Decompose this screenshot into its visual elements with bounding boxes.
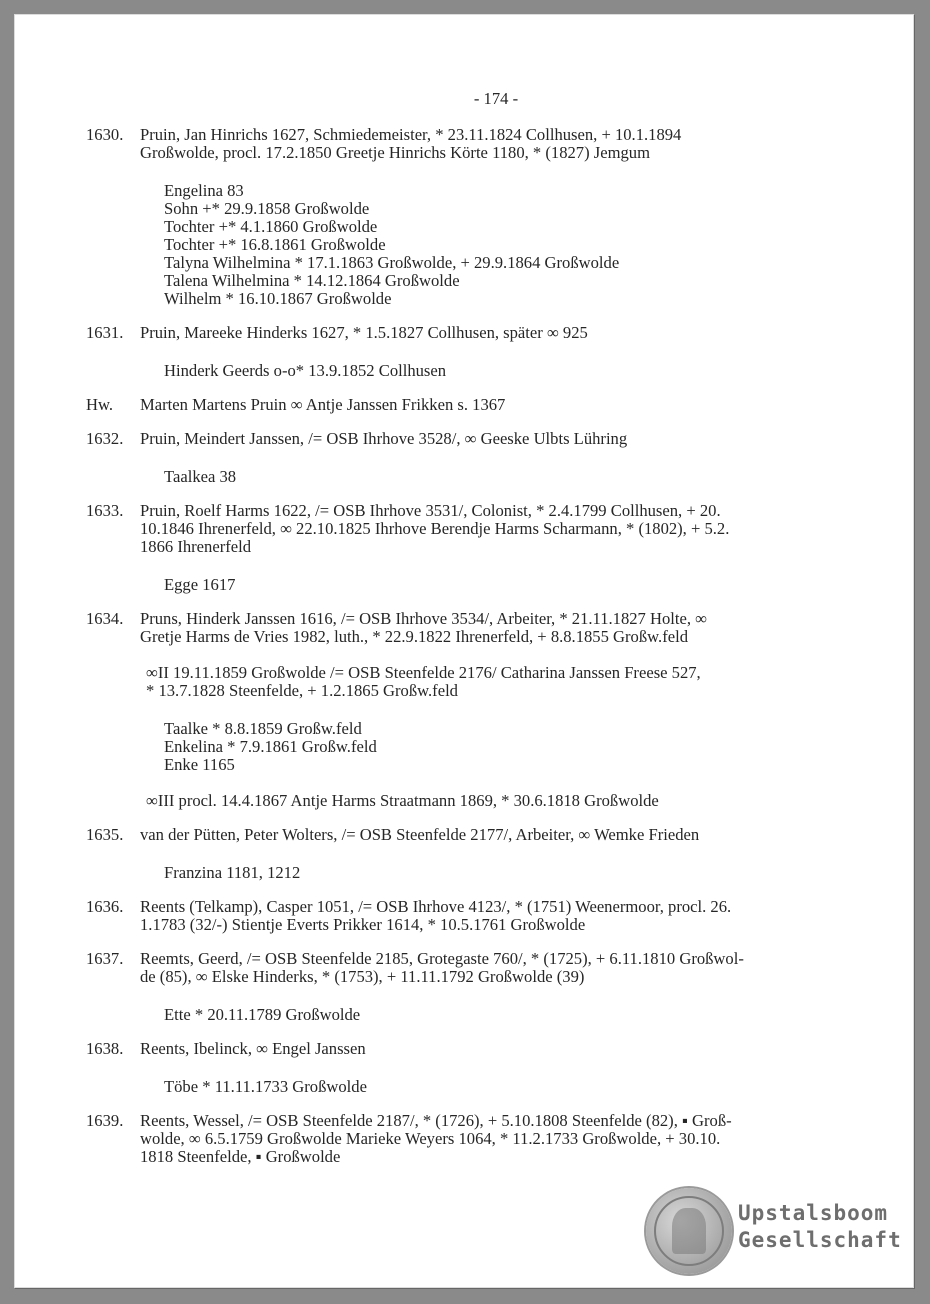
entry-line: ∞II 19.11.1859 Großwolde /= OSB Steenfelde 2176/ Catharina Janssen Freese 527,	[146, 663, 701, 682]
entry-line: 1866 Ihrenerfeld	[140, 537, 252, 556]
entry-line: Pruin, Jan Hinrichs 1627, Schmiedemeister, * 23.11.1824 Collhusen, + 10.1.1894	[140, 125, 682, 144]
seal-figure	[672, 1208, 706, 1254]
child: Töbe * 11.11.1733 Großwolde	[164, 1077, 367, 1096]
children-list	[164, 182, 866, 308]
children-list	[164, 576, 866, 594]
entry-number: 1635.	[86, 825, 124, 844]
page-content	[86, 90, 866, 1166]
entry-line: ∞III procl. 14.4.1867 Antje Harms Straatmann 1869, * 30.6.1818 Großwolde	[146, 791, 659, 810]
children-list	[164, 720, 866, 774]
entry-line: Gretje Harms de Vries 1982, luth., * 22.9.1822 Ihrenerfeld, + 8.8.1855 Großw.feld	[140, 627, 688, 646]
society-name-line: Gesellschaft	[738, 1228, 902, 1252]
entry-line: Pruin, Mareeke Hinderks 1627, * 1.5.1827 Collhusen, später ∞ 925	[140, 323, 588, 342]
page-number: - 174 -	[473, 89, 519, 108]
entry-number: 1637.	[86, 949, 124, 968]
child: Enkelina * 7.9.1861 Großw.feld	[164, 737, 377, 756]
society-seal-icon	[646, 1188, 732, 1274]
entry-line: Großwolde, procl. 17.2.1850 Greetje Hinrichs Körte 1180, * (1827) Jemgum	[140, 143, 650, 162]
child: Talyna Wilhelmina * 17.1.1863 Großwolde, + 29.9.1864 Großwolde	[164, 253, 620, 272]
entry-1639	[86, 1112, 866, 1166]
entry-line: Reents (Telkamp), Casper 1051, /= OSB Ihrhove 4123/, * (1751) Weenermoor, procl. 26.	[140, 897, 732, 916]
entry-1631	[86, 324, 866, 380]
document-page	[14, 14, 914, 1288]
entry-1630	[86, 126, 866, 308]
entry-line: Marten Martens Pruin ∞ Antje Janssen Frikken s. 1367	[140, 395, 506, 414]
entry-number: Hw.	[86, 395, 114, 414]
entry-1634	[86, 610, 866, 810]
entry-line: 10.1846 Ihrenerfeld, ∞ 22.10.1825 Ihrhove Berendje Harms Scharmann, * (1802), + 5.2.	[140, 519, 730, 538]
entry-line: Reents, Ibelinck, ∞ Engel Janssen	[140, 1039, 366, 1058]
child: Taalke * 8.8.1859 Großw.feld	[164, 719, 362, 738]
entry-1636	[86, 898, 866, 934]
child: Tochter +* 16.8.1861 Großwolde	[164, 235, 386, 254]
entry-number: 1634.	[86, 609, 124, 628]
child: Tochter +* 4.1.1860 Großwolde	[164, 217, 378, 236]
entry-number: 1639.	[86, 1111, 124, 1130]
children-list	[164, 362, 866, 380]
entry-1637	[86, 950, 866, 1024]
children-list	[164, 468, 866, 486]
child: Franzina 1181, 1212	[164, 863, 301, 882]
child: Egge 1617	[164, 575, 236, 594]
entry-number: 1638.	[86, 1039, 124, 1058]
child: Talena Wilhelmina * 14.12.1864 Großwolde	[164, 271, 460, 290]
entry-line: Reemts, Geerd, /= OSB Steenfelde 2185, Grotegaste 760/, * (1725), + 6.11.1810 Großwol-	[140, 949, 744, 968]
child: Ette * 20.11.1789 Großwolde	[164, 1005, 361, 1024]
entry-line: 1818 Steenfelde, ▪ Großwolde	[140, 1147, 341, 1166]
entry-number: 1630.	[86, 125, 124, 144]
third-marriage	[146, 792, 866, 810]
entry-1635	[86, 826, 866, 882]
entry-number: 1633.	[86, 501, 124, 520]
entry-1638	[86, 1040, 866, 1096]
entry-line: Pruns, Hinderk Janssen 1616, /= OSB Ihrhove 3534/, Arbeiter, * 21.11.1827 Holte, ∞	[140, 609, 707, 628]
entry-number: 1632.	[86, 429, 124, 448]
entry-line: * 13.7.1828 Steenfelde, + 1.2.1865 Großw.feld	[146, 681, 458, 700]
child: Taalkea 38	[164, 467, 237, 486]
entry-1633	[86, 502, 866, 594]
entry-line: van der Pütten, Peter Wolters, /= OSB Steenfelde 2177/, Arbeiter, ∞ Wemke Frieden	[140, 825, 700, 844]
entry-line: Reents, Wessel, /= OSB Steenfelde 2187/, * (1726), + 5.10.1808 Steenfelde (82), ▪ Groß-	[140, 1111, 732, 1130]
children-list	[164, 864, 866, 882]
children-list	[164, 1006, 866, 1024]
entry-line: Pruin, Roelf Harms 1622, /= OSB Ihrhove 3531/, Colonist, * 2.4.1799 Collhusen, + 20.	[140, 501, 721, 520]
entry-line: 1.1783 (32/-) Stientje Everts Prikker 1614, * 10.5.1761 Großwolde	[140, 915, 586, 934]
society-name-line: Upstalsboom	[738, 1201, 889, 1225]
second-marriage	[146, 664, 866, 700]
entry-number: 1636.	[86, 897, 124, 916]
entry-line: wolde, ∞ 6.5.1759 Großwolde Marieke Weyers 1064, * 11.2.1733 Großwolde, + 30.10.	[140, 1129, 721, 1148]
child: Wilhelm * 16.10.1867 Großwolde	[164, 289, 392, 308]
entry-number: 1631.	[86, 323, 124, 342]
entry-line: de (85), ∞ Elske Hinderks, * (1753), + 11.11.1792 Großwolde (39)	[140, 967, 585, 986]
child: Sohn +* 29.9.1858 Großwolde	[164, 199, 370, 218]
child: Enke 1165	[164, 755, 235, 774]
entry-hw	[86, 396, 866, 414]
child: Engelina 83	[164, 181, 244, 200]
children-list	[164, 1078, 866, 1096]
society-name	[738, 1200, 902, 1254]
child: Hinderk Geerds o-o* 13.9.1852 Collhusen	[164, 361, 447, 380]
entry-line: Pruin, Meindert Janssen, /= OSB Ihrhove 3528/, ∞ Geeske Ulbts Lühring	[140, 429, 628, 448]
entry-1632	[86, 430, 866, 486]
